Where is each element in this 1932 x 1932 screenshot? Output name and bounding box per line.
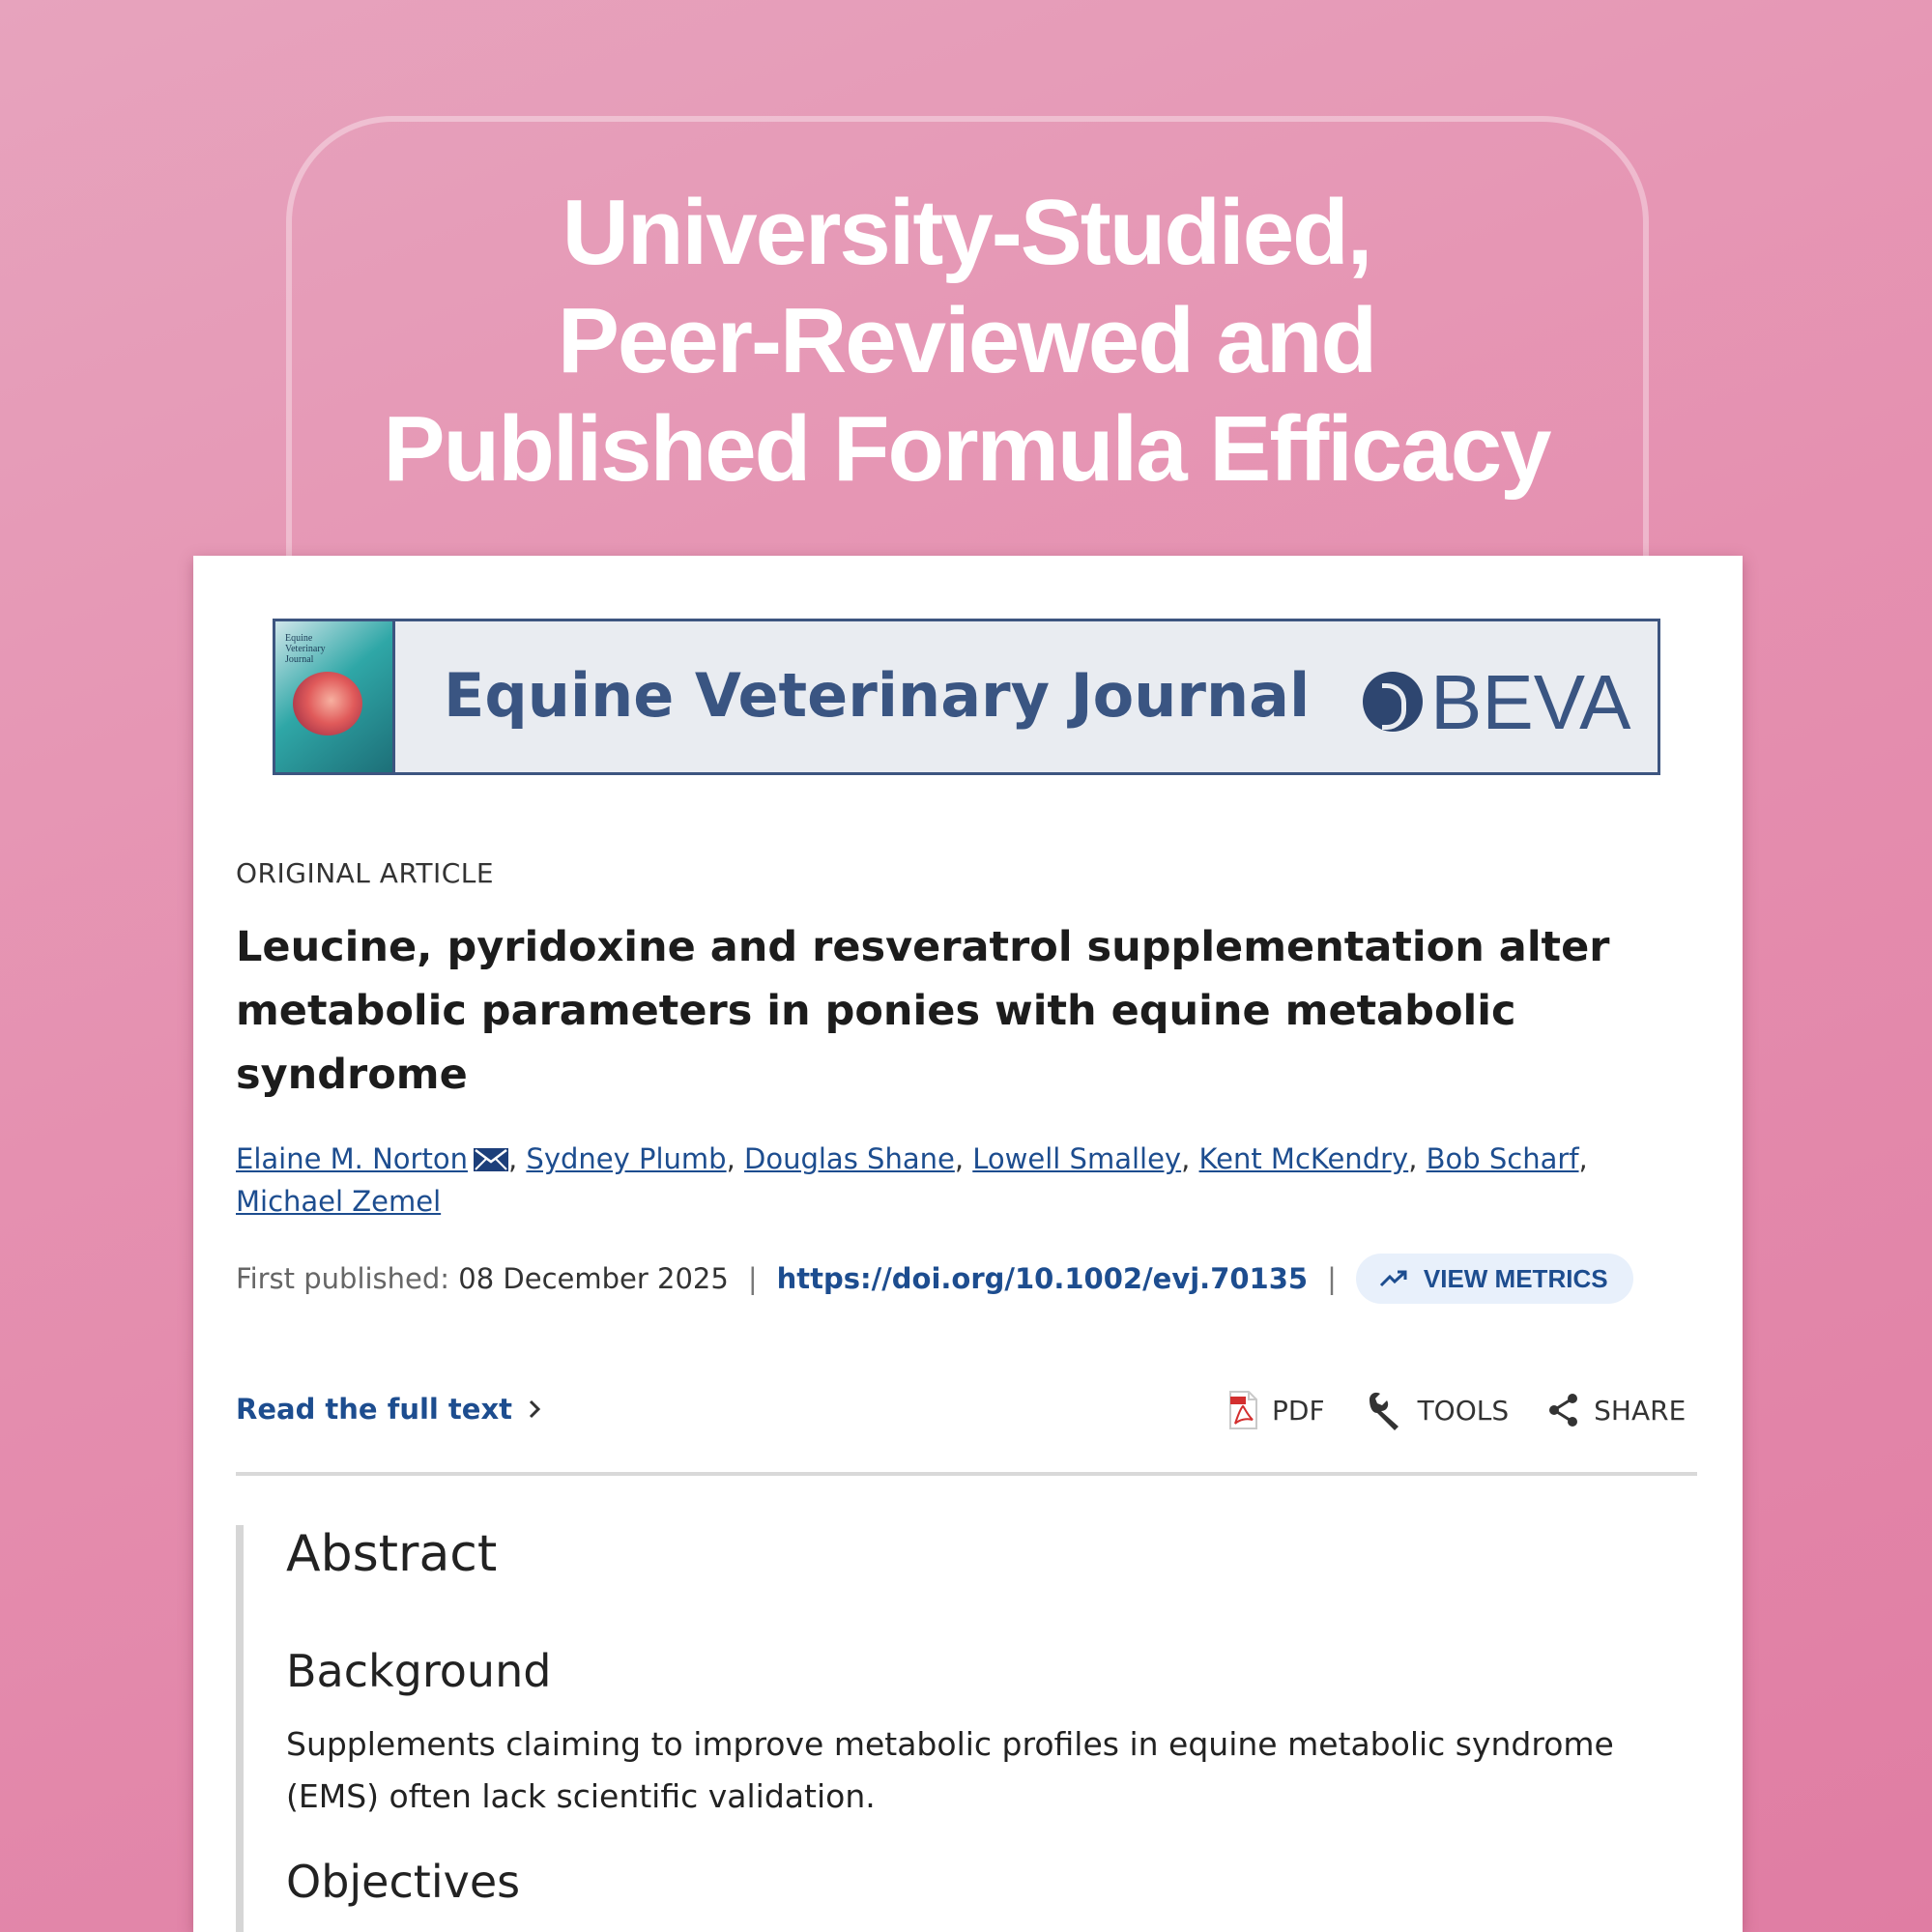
beva-logo-text: BEVA <box>1430 659 1631 745</box>
objectives-heading: Objectives <box>286 1856 521 1908</box>
author-link[interactable]: Lowell Smalley <box>972 1142 1182 1175</box>
read-full-text-label: Read the full text <box>236 1393 513 1426</box>
journal-name: Equine Veterinary Journal <box>444 660 1311 731</box>
journal-cover-image <box>275 621 395 772</box>
cover-artwork <box>293 672 362 735</box>
share-button[interactable] <box>1547 1393 1686 1427</box>
headline-line-1: University-Studied, <box>562 181 1371 284</box>
publication-info <box>236 1254 1633 1304</box>
article-title: Leucine, pyridoxine and resveratrol supplementation alter metabolic parameters in ponies with equine metabolic syndrome <box>236 923 1610 1099</box>
cover-title: Equine Veterinary Journal <box>285 633 326 665</box>
article-type: ORIGINAL ARTICLE <box>236 857 495 889</box>
article-card <box>193 556 1743 1932</box>
email-icon[interactable] <box>474 1148 508 1171</box>
author-list: Elaine M. Norton , Sydney Plumb, Douglas Shane, Lowell Smalley, Kent McKendry, Bob Scharf, Michael Zemel <box>236 1142 1588 1218</box>
section-divider <box>236 1472 1697 1476</box>
first-published-label: First published: <box>236 1262 450 1295</box>
author-link[interactable]: Sydney Plumb <box>526 1142 727 1175</box>
author-link[interactable]: Kent McKendry <box>1198 1142 1409 1175</box>
background-text: Supplements claiming to improve metabolic profiles in equine metabolic syndrome (EMS) often lack scientific validation. <box>286 1725 1614 1815</box>
view-metrics-label: VIEW METRICS <box>1423 1263 1608 1293</box>
author-link[interactable]: Michael Zemel <box>236 1185 442 1218</box>
headline-line-2: Peer-Reviewed and <box>557 289 1376 392</box>
wrench-icon <box>1364 1390 1404 1430</box>
first-published-date: 08 December 2025 <box>458 1262 729 1295</box>
headline <box>193 179 1740 504</box>
abstract-section <box>236 1525 1697 1932</box>
article-tools <box>1227 1387 1686 1433</box>
pdf-icon <box>1227 1391 1258 1429</box>
read-full-text-link[interactable] <box>236 1393 541 1426</box>
author-link[interactable]: Bob Scharf <box>1426 1142 1579 1175</box>
share-label: SHARE <box>1594 1394 1687 1427</box>
chevron-right-icon <box>528 1399 541 1420</box>
separator: | <box>747 1262 758 1295</box>
background-heading: Background <box>286 1645 552 1697</box>
beva-logo-icon <box>1363 672 1423 732</box>
share-icon <box>1547 1393 1580 1427</box>
headline-line-3: Published Formula Efficacy <box>383 397 1550 501</box>
pdf-label: PDF <box>1272 1394 1325 1427</box>
doi-link[interactable]: https://doi.org/10.1002/evj.70135 <box>776 1262 1309 1295</box>
abstract-heading: Abstract <box>286 1525 498 1583</box>
pdf-button[interactable] <box>1227 1391 1325 1429</box>
tools-button[interactable] <box>1364 1390 1510 1430</box>
author-link[interactable]: Douglas Shane <box>744 1142 955 1175</box>
view-metrics-button[interactable] <box>1356 1254 1633 1304</box>
tools-label: TOOLS <box>1417 1394 1510 1427</box>
author-link[interactable]: Elaine M. Norton <box>236 1142 468 1175</box>
separator: | <box>1327 1262 1337 1295</box>
journal-banner[interactable] <box>273 619 1660 775</box>
trending-up-icon <box>1379 1269 1408 1288</box>
